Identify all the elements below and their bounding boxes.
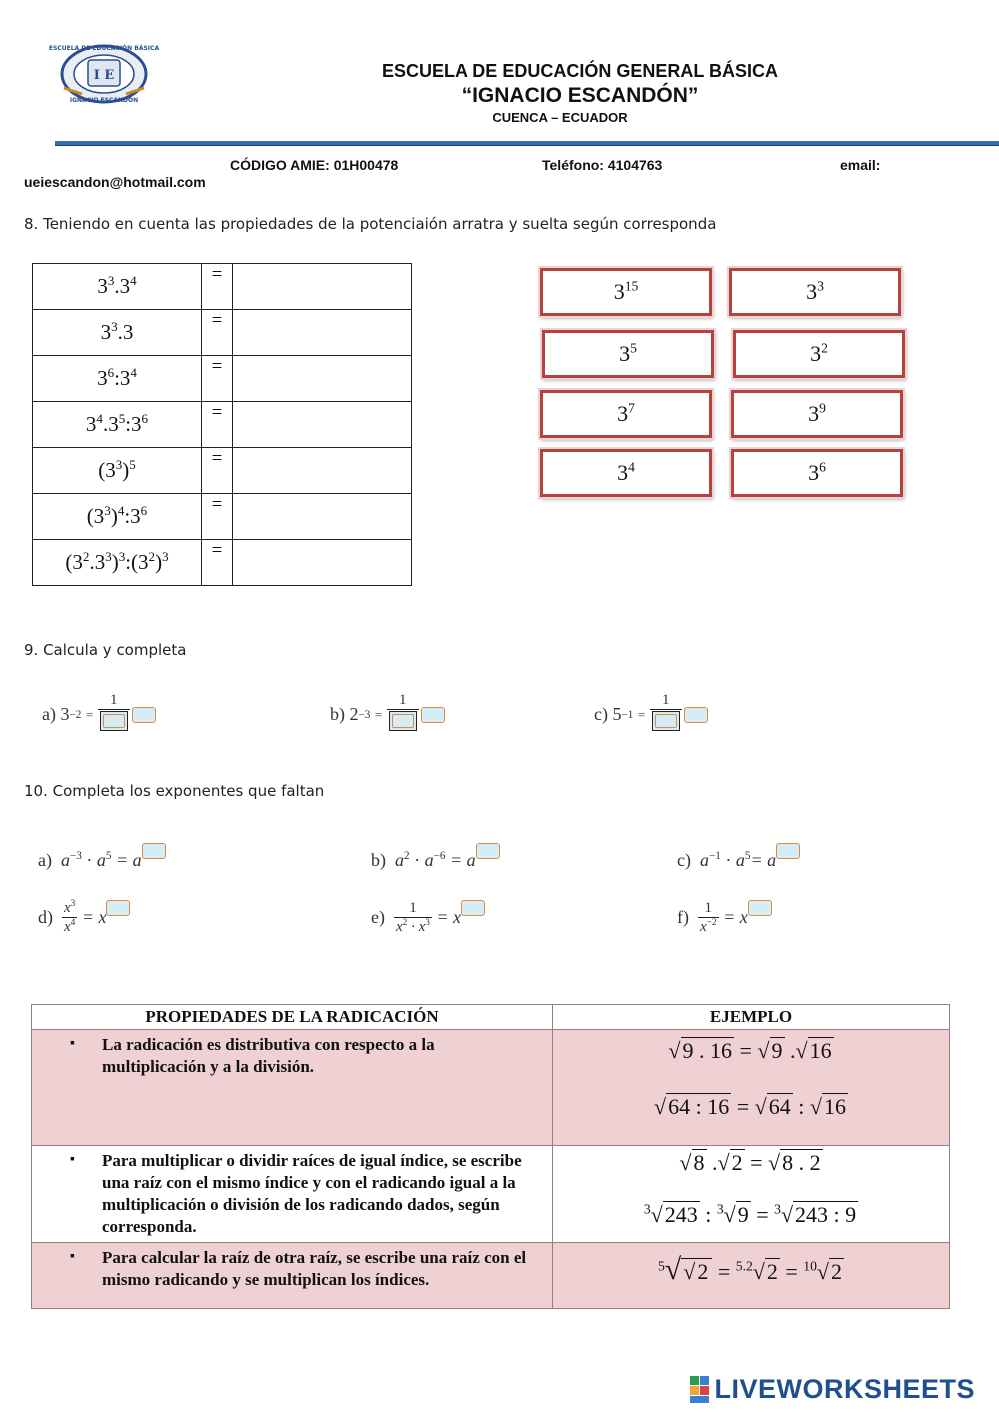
email-label: email: <box>840 157 881 173</box>
exponent-input[interactable] <box>421 707 445 723</box>
table-row <box>33 402 412 448</box>
answer-tile[interactable] <box>729 268 901 316</box>
denominator-input[interactable] <box>652 711 680 731</box>
item-label: b) <box>330 704 345 724</box>
answer-tile[interactable] <box>542 330 714 378</box>
tile-exponent: 4 <box>628 459 635 475</box>
table-row <box>33 310 412 356</box>
q10-item-d: d) $\frac{x^3}{x^4}$ = x <box>38 900 130 937</box>
exponent-input[interactable] <box>476 843 500 859</box>
table-row <box>33 494 412 540</box>
svg-text:I E: I E <box>93 68 115 83</box>
svg-text:ESCUELA DE EDUCACIÓN BÁSICA: ESCUELA DE EDUCACIÓN BÁSICA <box>48 45 160 52</box>
school-logo <box>48 40 160 104</box>
item-label: a) <box>42 704 56 724</box>
drop-zone[interactable] <box>233 540 412 586</box>
answer-tile[interactable] <box>731 390 903 438</box>
q9-title: 9. Calcula y completa <box>24 641 187 659</box>
q10-item-f: f) $\frac{1}{x^{-2}}$ = x <box>677 900 772 937</box>
exponent-input[interactable] <box>684 707 708 723</box>
equals-sign: = <box>202 448 233 494</box>
answer-tile[interactable] <box>733 330 905 378</box>
expression: $3^6:3^4$ <box>33 356 202 402</box>
expression: $(3^3)^4:3^6$ <box>33 494 202 540</box>
equals-sign: = <box>202 356 233 402</box>
fraction: 1 <box>98 692 130 737</box>
table-row <box>32 1243 950 1309</box>
tile-exponent: 6 <box>819 459 826 475</box>
school-city: CUENCA – ECUADOR <box>492 110 628 125</box>
phone: Teléfono: 4104763 <box>542 157 663 173</box>
svg-text:IGNACIO ESCANDÓN: IGNACIO ESCANDÓN <box>69 97 139 104</box>
power-base: 5 <box>612 704 622 724</box>
column-header: PROPIEDADES DE LA RADICACIÓN <box>32 1005 553 1030</box>
item-label: c) <box>594 704 608 724</box>
expression: $3^3.3$ <box>33 310 202 356</box>
tile-exponent: 9 <box>819 400 826 416</box>
equals-sign: = <box>202 402 233 448</box>
q8-title: 8. Teniendo en cuenta las propiedades de la potenciaión arratra y suelta según corresponda <box>24 215 717 233</box>
equals-sign: = <box>202 494 233 540</box>
drop-zone[interactable] <box>233 494 412 540</box>
tile-base: 3 <box>808 460 820 485</box>
tile-exponent: 3 <box>817 278 824 294</box>
tile-base: 3 <box>619 341 631 366</box>
tile-exponent: 7 <box>628 400 635 416</box>
amie-code: CÓDIGO AMIE: 01H00478 <box>230 157 399 173</box>
q10-item-b: b) $a^2 \cdot a^{-6} = a$ <box>371 843 500 871</box>
radicacion-table <box>31 1004 950 1309</box>
q10-item-c: c) $a^{-1} \cdot a^5= a$ <box>677 843 800 871</box>
example-cell: √9 . 16 = √9 .√16 √64 : 16 = √64 : √16 <box>553 1030 950 1146</box>
exponent-input[interactable] <box>461 900 485 916</box>
fraction: 1 <box>387 692 419 737</box>
drop-zone[interactable] <box>233 402 412 448</box>
power-base: 2 <box>349 704 359 724</box>
example-cell: √8 .√2 = √8 . 2 $^3$√243 : $^3$√9 = $^3$√243 : 9 <box>553 1146 950 1243</box>
answer-tile[interactable] <box>540 449 712 497</box>
q9-item: c) 5 −1 = 1 <box>594 692 708 737</box>
equals-sign: = <box>202 310 233 356</box>
liveworksheets-icon <box>690 1376 710 1404</box>
school-title: “IGNACIO ESCANDÓN” <box>461 84 699 107</box>
drop-zone[interactable] <box>233 448 412 494</box>
column-header: EJEMPLO <box>553 1005 950 1030</box>
equals-sign: = <box>374 706 383 722</box>
denominator-input[interactable] <box>389 711 417 731</box>
equals-sign: = <box>202 540 233 586</box>
expression: $3^3.3^4$ <box>33 264 202 310</box>
equals-sign: = <box>85 706 94 722</box>
q9-item: a) 3 −2 = 1 <box>42 692 156 737</box>
table-header-row <box>32 1005 950 1030</box>
q10-item-e: e) $\frac{1}{x^2 \cdot x^3}$ = x <box>371 900 485 937</box>
table-row <box>33 356 412 402</box>
answer-tile[interactable] <box>731 449 903 497</box>
tile-base: 3 <box>617 401 629 426</box>
tile-exponent: 2 <box>821 340 828 356</box>
q10-title: 10. Completa los exponentes que faltan <box>24 782 325 800</box>
expression: $3^4.3^5:3^6$ <box>33 402 202 448</box>
property-text: ▪ Para calcular la raíz de otra raíz, se escribe una raíz con el mismo radicando y se multiplican los índices. <box>32 1243 553 1309</box>
answer-tile[interactable] <box>540 268 712 316</box>
q9-item: b) 2 −3 = 1 <box>330 692 445 737</box>
property-text: ▪ La radicación es distributiva con respecto a la multiplicación y a la división. <box>32 1030 553 1146</box>
table-row <box>32 1030 950 1146</box>
exponent-input[interactable] <box>106 900 130 916</box>
tile-base: 3 <box>810 341 822 366</box>
exponent-input[interactable] <box>142 843 166 859</box>
fraction: 1 <box>650 692 682 737</box>
liveworksheets-logo <box>690 1374 975 1404</box>
tile-base: 3 <box>808 401 820 426</box>
answer-tile[interactable] <box>540 390 712 438</box>
expression: $(3^3)^5$ <box>33 448 202 494</box>
header-rule <box>55 141 999 146</box>
drop-zone[interactable] <box>233 264 412 310</box>
exponent-input[interactable] <box>748 900 772 916</box>
equals-sign: = <box>637 706 646 722</box>
tile-exponent: 15 <box>624 278 639 294</box>
example-cell: $^5$√√2 = $^{5.2}$√2 = $^{10}$√2 <box>553 1243 950 1309</box>
tile-base: 3 <box>806 279 818 304</box>
school-name: ESCUELA DE EDUCACIÓN GENERAL BÁSICA <box>381 61 779 81</box>
equals-sign: = <box>202 264 233 310</box>
table-row <box>33 540 412 586</box>
q10-item-a: a) $a^{-3} \cdot a^5 = a$ <box>38 843 166 871</box>
email: ueiescandon@hotmail.com <box>24 174 206 190</box>
table-row <box>33 264 412 310</box>
tile-base: 3 <box>613 279 625 304</box>
exponent-input[interactable] <box>776 843 800 859</box>
exponent-input[interactable] <box>132 707 156 723</box>
drop-zone[interactable] <box>233 310 412 356</box>
tile-exponent: 5 <box>630 340 637 356</box>
table-row <box>32 1146 950 1243</box>
expression: $(3^2.3^3)^3:(3^2)^3$ <box>33 540 202 586</box>
denominator-input[interactable] <box>100 711 128 731</box>
potencias-table <box>32 263 412 586</box>
drop-zone[interactable] <box>233 356 412 402</box>
tile-base: 3 <box>617 460 629 485</box>
power-base: 3 <box>60 704 70 724</box>
brand-text: LIVEWORKSHEETS <box>714 1374 975 1404</box>
property-text: ▪ Para multiplicar o dividir raíces de igual índice, se escribe una raíz con el mismo índice y con el radicando igual a la multiplicación o división de los radicando dados, según corresponda. <box>32 1146 553 1243</box>
table-row <box>33 448 412 494</box>
